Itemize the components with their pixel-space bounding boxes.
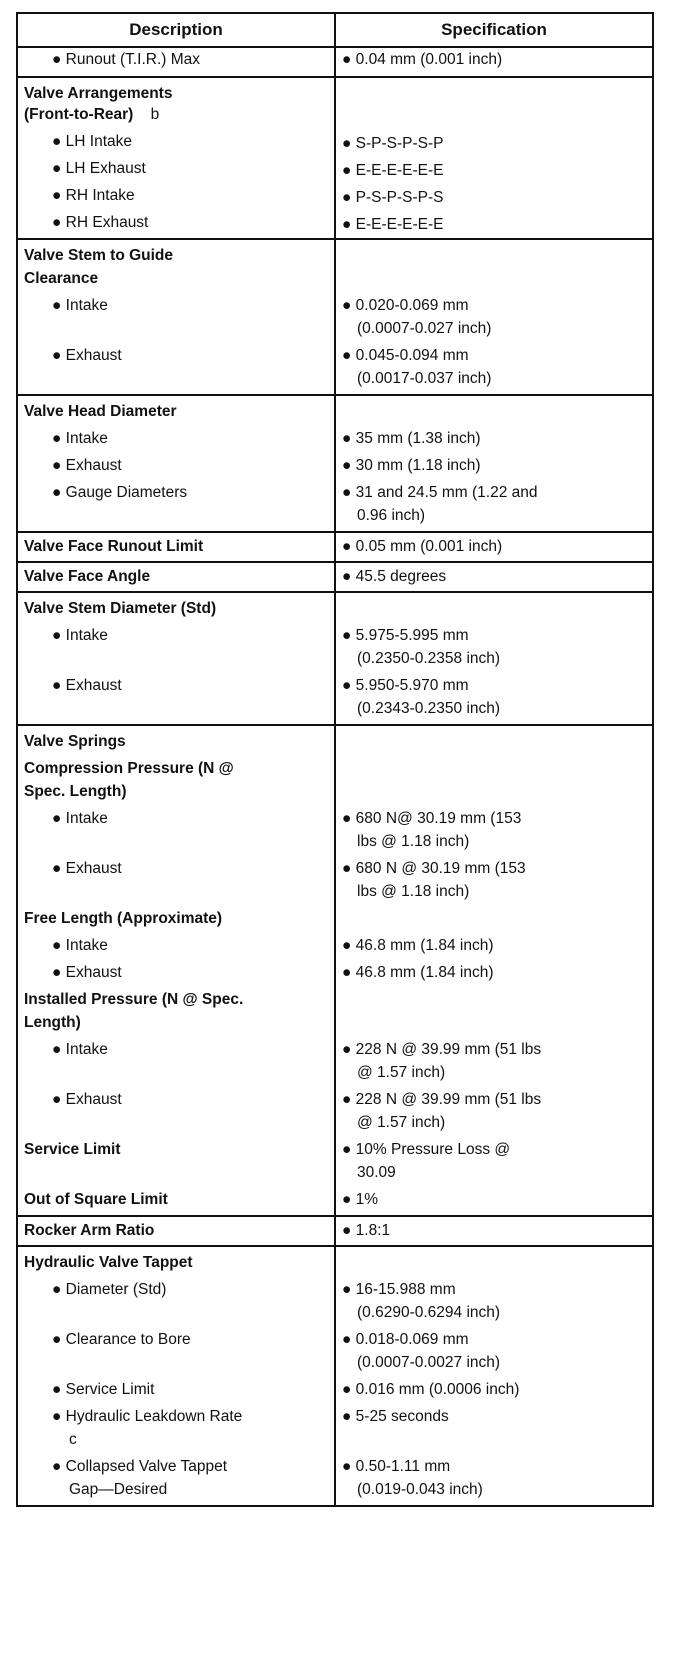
section-title: Valve Head Diameter — [24, 403, 177, 420]
desc-item: ● Exhaust — [52, 347, 122, 364]
table-row — [17, 77, 653, 239]
desc-item: ● RH Exhaust — [52, 214, 149, 231]
spec-item: ● 46.8 mm (1.84 inch) — [342, 937, 494, 954]
desc-item: ● Intake — [52, 937, 108, 954]
table-row — [17, 395, 653, 532]
spec-item: ● 16-15.988 mm — [342, 1281, 456, 1298]
spec-item: ● 0.016 mm (0.0006 inch) — [342, 1381, 520, 1398]
table-row — [17, 239, 653, 395]
desc-item: ● Diameter (Std) — [52, 1281, 167, 1298]
spec-face-runout: ● 0.05 mm (0.001 inch) — [342, 538, 503, 555]
desc-item: ● Intake — [52, 430, 108, 447]
spec-item-cont: lbs @ 1.18 inch) — [357, 833, 470, 850]
desc-item: ● Intake — [52, 627, 108, 644]
table-row — [17, 1246, 653, 1506]
table-row — [17, 592, 653, 725]
table-row — [17, 725, 653, 1216]
spec-item: ● 228 N @ 39.99 mm (51 lbs — [342, 1091, 542, 1108]
spec-item: ● 0.50-1.11 mm — [342, 1458, 451, 1475]
spec-item: ● 0.020-0.069 mm — [342, 297, 469, 314]
spec-item: ● E-E-E-E-E-E — [342, 162, 444, 179]
table-row — [17, 562, 653, 592]
desc-item: ● Exhaust — [52, 964, 122, 981]
subsection-title: Out of Square Limit — [24, 1191, 168, 1208]
spec-item-cont: @ 1.57 inch) — [357, 1114, 446, 1131]
spec-item: ● P-S-P-S-P-S — [342, 189, 444, 206]
desc-item: ● RH Intake — [52, 187, 135, 204]
desc-item: ● LH Intake — [52, 133, 133, 150]
spec-item-cont: 0.96 inch) — [357, 507, 426, 524]
subsection-title: Compression Pressure (N @ — [24, 760, 234, 777]
spec-item-cont: (0.2350-0.2358 inch) — [357, 650, 501, 667]
spec-item: ● 680 N@ 30.19 mm (153 — [342, 810, 522, 827]
footnote-mark: c — [69, 1431, 77, 1448]
subsection-title: Free Length (Approximate) — [24, 910, 223, 927]
table-row — [17, 532, 653, 562]
desc-item-cont: Gap—Desired — [69, 1481, 168, 1498]
spec-item-cont: (0.0007-0.027 inch) — [357, 320, 492, 337]
subsection-title: Service Limit — [24, 1141, 121, 1158]
spec-item-cont: lbs @ 1.18 inch) — [357, 883, 470, 900]
subsection-title-cont: Spec. Length) — [24, 783, 127, 800]
desc-item: ● Intake — [52, 297, 108, 314]
spec-item: ● 31 and 24.5 mm (1.22 and — [342, 484, 538, 501]
spec-item: ● 46.8 mm (1.84 inch) — [342, 964, 494, 981]
spec-item: ● 680 N @ 30.19 mm (153 — [342, 860, 526, 877]
spec-item-cont: (0.019-0.043 inch) — [357, 1481, 483, 1498]
desc-item: ● Collapsed Valve Tappet — [52, 1458, 228, 1475]
section-title: Valve Arrangements — [24, 85, 173, 102]
table-row — [17, 1216, 653, 1246]
section-title: Valve Stem Diameter (Std) — [24, 600, 217, 617]
spec-item-cont: (0.0007-0.0027 inch) — [357, 1354, 501, 1371]
desc-item: ● Gauge Diameters — [52, 484, 188, 501]
spec-item: ● 5-25 seconds — [342, 1408, 449, 1425]
section-subtitle: (Front-to-Rear) — [24, 106, 134, 123]
desc-runout: ● Runout (T.I.R.) Max — [52, 51, 201, 68]
spec-item: ● 10% Pressure Loss @ — [342, 1141, 511, 1158]
spec-item-cont: (0.6290-0.6294 inch) — [357, 1304, 501, 1321]
spec-item-cont: (0.0017-0.037 inch) — [357, 370, 492, 387]
table-header-row — [17, 13, 653, 47]
spec-item: ● 5.950-5.970 mm — [342, 677, 469, 694]
spec-item: ● S-P-S-P-S-P — [342, 135, 444, 152]
desc-item: ● Service Limit — [52, 1381, 155, 1398]
col-header-specification: Specification — [335, 13, 653, 47]
spec-rocker: ● 1.8:1 — [342, 1222, 391, 1239]
desc-item: ● Exhaust — [52, 1091, 122, 1108]
desc-face-runout: Valve Face Runout Limit — [24, 538, 204, 555]
desc-item: ● Clearance to Bore — [52, 1331, 191, 1348]
spec-item-cont: 30.09 — [357, 1164, 396, 1181]
spec-item: ● 30 mm (1.18 inch) — [342, 457, 481, 474]
desc-item: ● Exhaust — [52, 457, 122, 474]
desc-item: ● Hydraulic Leakdown Rate — [52, 1408, 243, 1425]
section-title: Hydraulic Valve Tappet — [24, 1254, 193, 1271]
spec-face-angle: ● 45.5 degrees — [342, 568, 447, 585]
table-row — [17, 47, 653, 77]
spec-item-cont: @ 1.57 inch) — [357, 1064, 446, 1081]
footnote-mark: b — [150, 106, 160, 123]
subsection-title: Installed Pressure (N @ Spec. — [24, 991, 244, 1008]
desc-item: ● Exhaust — [52, 677, 122, 694]
section-title: Valve Stem to Guide — [24, 247, 174, 264]
spec-item: ● 5.975-5.995 mm — [342, 627, 469, 644]
desc-item: ● LH Exhaust — [52, 160, 146, 177]
desc-item: ● Intake — [52, 810, 108, 827]
spec-item: ● 228 N @ 39.99 mm (51 lbs — [342, 1041, 542, 1058]
spec-item-cont: (0.2343-0.2350 inch) — [357, 700, 501, 717]
spec-item: ● 0.045-0.094 mm — [342, 347, 469, 364]
spec-item: ● 35 mm (1.38 inch) — [342, 430, 481, 447]
spec-item: ● 1% — [342, 1191, 379, 1208]
desc-item: ● Exhaust — [52, 860, 122, 877]
col-header-description: Description — [17, 13, 335, 47]
desc-rocker: Rocker Arm Ratio — [24, 1222, 155, 1239]
desc-face-angle: Valve Face Angle — [24, 568, 151, 585]
section-title: Valve Springs — [24, 733, 126, 750]
spec-item: ● 0.018-0.069 mm — [342, 1331, 469, 1348]
desc-item: ● Intake — [52, 1041, 108, 1058]
spec-runout: ● 0.04 mm (0.001 inch) — [342, 51, 503, 68]
spec-item: ● E-E-E-E-E-E — [342, 216, 444, 233]
spec-table — [16, 12, 654, 1507]
subsection-title-cont: Length) — [24, 1014, 81, 1031]
section-title-cont: Clearance — [24, 270, 99, 287]
